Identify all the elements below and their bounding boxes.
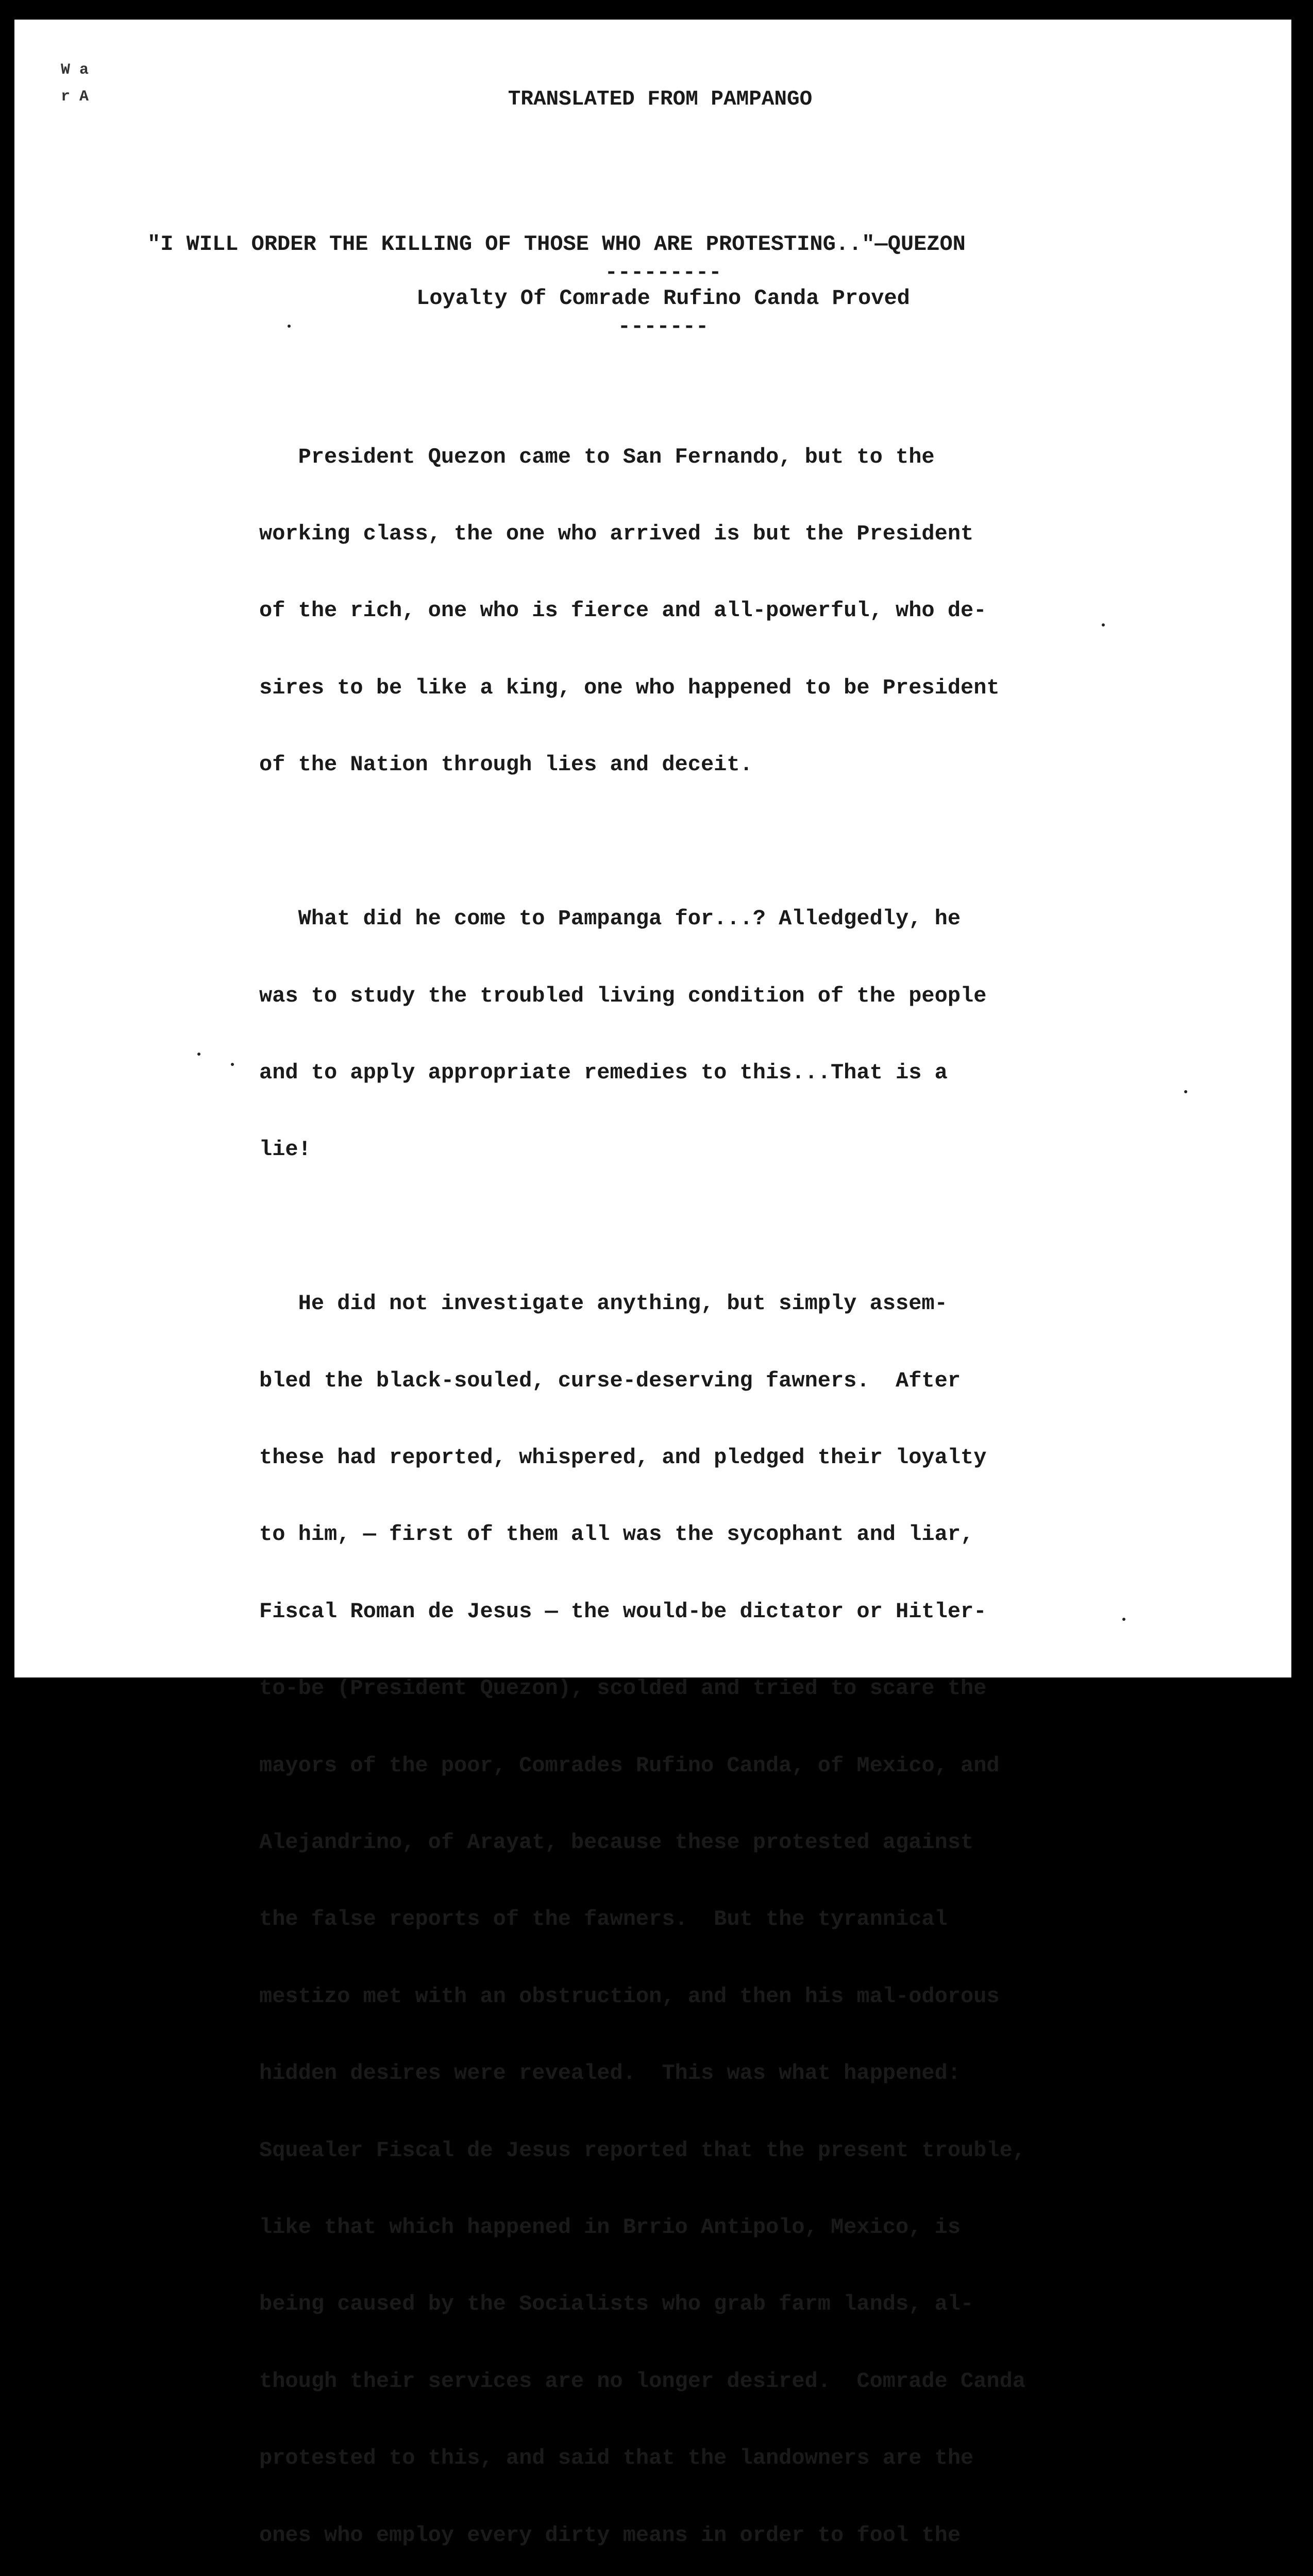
text-line: lie! bbox=[259, 1137, 311, 1162]
text-line: ones who employ every dirty means in order to fool the bbox=[259, 2522, 961, 2548]
header-mark-line1: W a bbox=[61, 61, 89, 79]
article-body bbox=[259, 393, 1202, 2576]
text-line: to him, — first of them all was the sycophant and liar, bbox=[259, 1522, 974, 1547]
text-line: though their services are no longer desired. Comrade Canda bbox=[259, 2368, 1026, 2394]
text-line: mestizo met with an obstruction, and then his mal-odorous bbox=[259, 1984, 1000, 2009]
text-line: Fiscal Roman de Jesus — the would-be dictator or Hitler- bbox=[259, 1599, 987, 1624]
paragraph-1 bbox=[259, 393, 1202, 829]
text-line: mayors of the poor, Comrades Rufino Canda, of Mexico, and bbox=[259, 1753, 1000, 1778]
scan-speck bbox=[1122, 1618, 1125, 1621]
document-page bbox=[14, 20, 1291, 2548]
text-line: protested to this, and said that the landowners are the bbox=[259, 2446, 974, 2471]
text-line: and to apply appropriate remedies to this...That is a bbox=[259, 1060, 948, 1085]
text-line: Squealer Fiscal de Jesus reported that the present trouble, bbox=[259, 2138, 1026, 2163]
paragraph-3 bbox=[259, 1240, 1202, 2576]
subheadline: Loyalty Of Comrade Rufino Canda Proved bbox=[416, 286, 910, 311]
headline: "I WILL ORDER THE KILLING OF THOSE WHO ARE PROTESTING.."—QUEZON bbox=[147, 232, 966, 257]
scan-speck bbox=[288, 325, 291, 328]
text-line: the false reports of the fawners. But the tyrannical bbox=[259, 1907, 948, 1932]
text-line: He did not investigate anything, but simply assem- bbox=[259, 1291, 948, 1316]
text-line: Alejandrino, of Arayat, because these protested against bbox=[259, 1830, 974, 1855]
text-line: What did he come to Pampanga for...? Alledgedly, he bbox=[259, 906, 961, 931]
header-mark-line2: r A bbox=[61, 88, 89, 106]
text-line: hidden desires were revealed. This was what happened: bbox=[259, 2061, 961, 2086]
paragraph-2 bbox=[259, 855, 1202, 1214]
scan-speck bbox=[1184, 1090, 1187, 1093]
text-line: bled the black-souled, curse-deserving fawners. After bbox=[259, 1368, 961, 1393]
text-line: of the Nation through lies and deceit. bbox=[259, 752, 753, 777]
text-line: sires to be like a king, one who happened to be President bbox=[259, 675, 1000, 700]
text-line: President Quezon came to San Fernando, but to the bbox=[259, 444, 935, 469]
scan-speck bbox=[231, 1063, 234, 1066]
scan-speck bbox=[1102, 623, 1105, 626]
text-line: like that which happened in Brrio Antipolo, Mexico, is bbox=[259, 2214, 961, 2240]
text-line: of the rich, one who is fierce and all-powerful, who de- bbox=[259, 598, 987, 623]
text-line: was to study the troubled living condition of the people bbox=[259, 983, 987, 1008]
separator-1: --------- bbox=[604, 260, 722, 285]
document-header-title: TRANSLATED FROM PAMPANGO bbox=[508, 88, 813, 111]
text-line: being caused by the Socialists who grab farm lands, al- bbox=[259, 2292, 974, 2317]
text-line: to-be (President Quezon), scolded and tried to scare the bbox=[259, 1676, 987, 1701]
text-line: working class, the one who arrived is but the President bbox=[259, 521, 974, 546]
scan-speck bbox=[197, 1053, 200, 1056]
separator-2: ------- bbox=[617, 314, 709, 339]
text-line: these had reported, whispered, and pledged their loyalty bbox=[259, 1445, 987, 1470]
